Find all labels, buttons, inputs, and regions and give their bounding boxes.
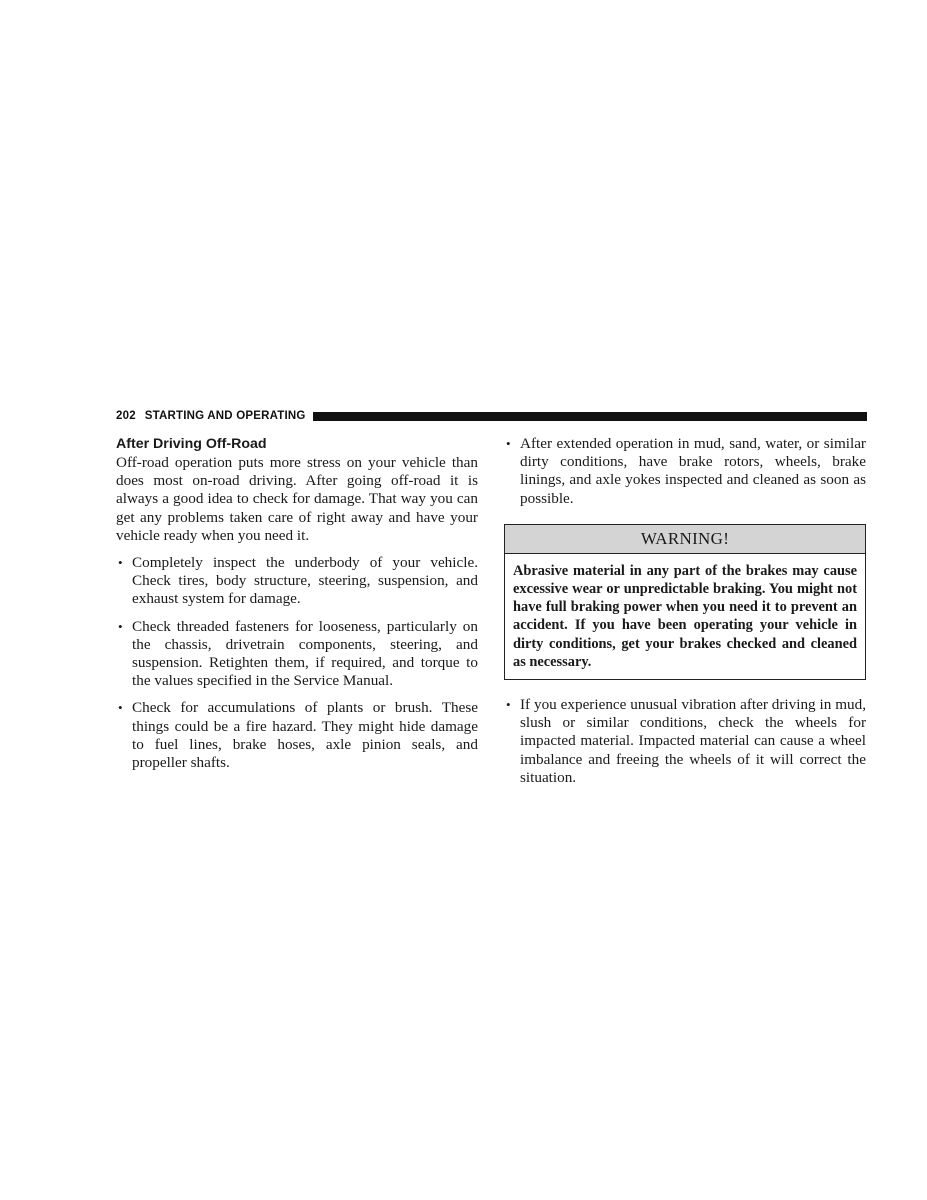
warning-box: [504, 524, 866, 680]
intro-paragraph: Off-road operation puts more stress on your vehicle than does most on-road driving. After going off-road it is always a good idea to check for damage. That way you can get any problems taken care of right away and have your vehicle ready when you need it.: [116, 454, 478, 544]
list-item-text: If you experience unusual vibration after driving in mud, slush or similar conditions, check the wheels for impacted material. Impacted material can cause a wheel imbalance and freeing the wheels of it will correct the situation.: [520, 696, 866, 786]
list-item-text: Check for accumulations of plants or brush. These things could be a fire hazard. They might hide damage to fuel lines, brake hoses, axle pinion seals, and propeller shafts.: [132, 699, 478, 772]
bullet-icon: •: [118, 555, 123, 571]
list-item-text: Check threaded fasteners for looseness, particularly on the chassis, drivetrain components, steering, and suspension. Retighten them, if required, and torque to the values specified in the Service Manual.: [132, 617, 478, 690]
inspection-list: [116, 554, 478, 772]
running-header: [116, 410, 306, 422]
warning-title: WARNING!: [505, 525, 865, 554]
right-column: [504, 435, 866, 796]
bullet-icon: •: [118, 618, 123, 634]
list-item: [116, 699, 478, 772]
left-column: [116, 435, 478, 781]
bullet-icon: •: [118, 700, 123, 716]
page-header: [116, 409, 867, 423]
header-rule: [313, 412, 867, 421]
list-item: [116, 554, 478, 609]
brake-list: [504, 435, 866, 508]
page-number: 202: [116, 410, 136, 422]
list-item-text: After extended operation in mud, sand, water, or similar dirty conditions, have brake rotors, wheels, brake linings, and axle yokes inspected and cleaned as soon as possible.: [520, 435, 866, 507]
section-title: After Driving Off-Road: [116, 436, 267, 452]
vibration-list: [504, 696, 866, 787]
warning-text: Abrasive material in any part of the brakes may cause excessive wear or unpredictable braking. You might not have full braking power when you need it to prevent an accident. If you have been operating your vehicle in dirty conditions, get your brakes checked and cleaned as necessary.: [513, 562, 857, 670]
list-item-text: Completely inspect the underbody of your vehicle. Check tires, body structure, steering, suspension, and exhaust system for damage.: [132, 554, 478, 608]
list-item: [116, 618, 478, 691]
list-item: [504, 435, 866, 508]
list-item: [504, 696, 866, 787]
bullet-icon: •: [506, 697, 511, 713]
section-name: STARTING AND OPERATING: [144, 410, 306, 422]
bullet-icon: •: [506, 436, 511, 451]
